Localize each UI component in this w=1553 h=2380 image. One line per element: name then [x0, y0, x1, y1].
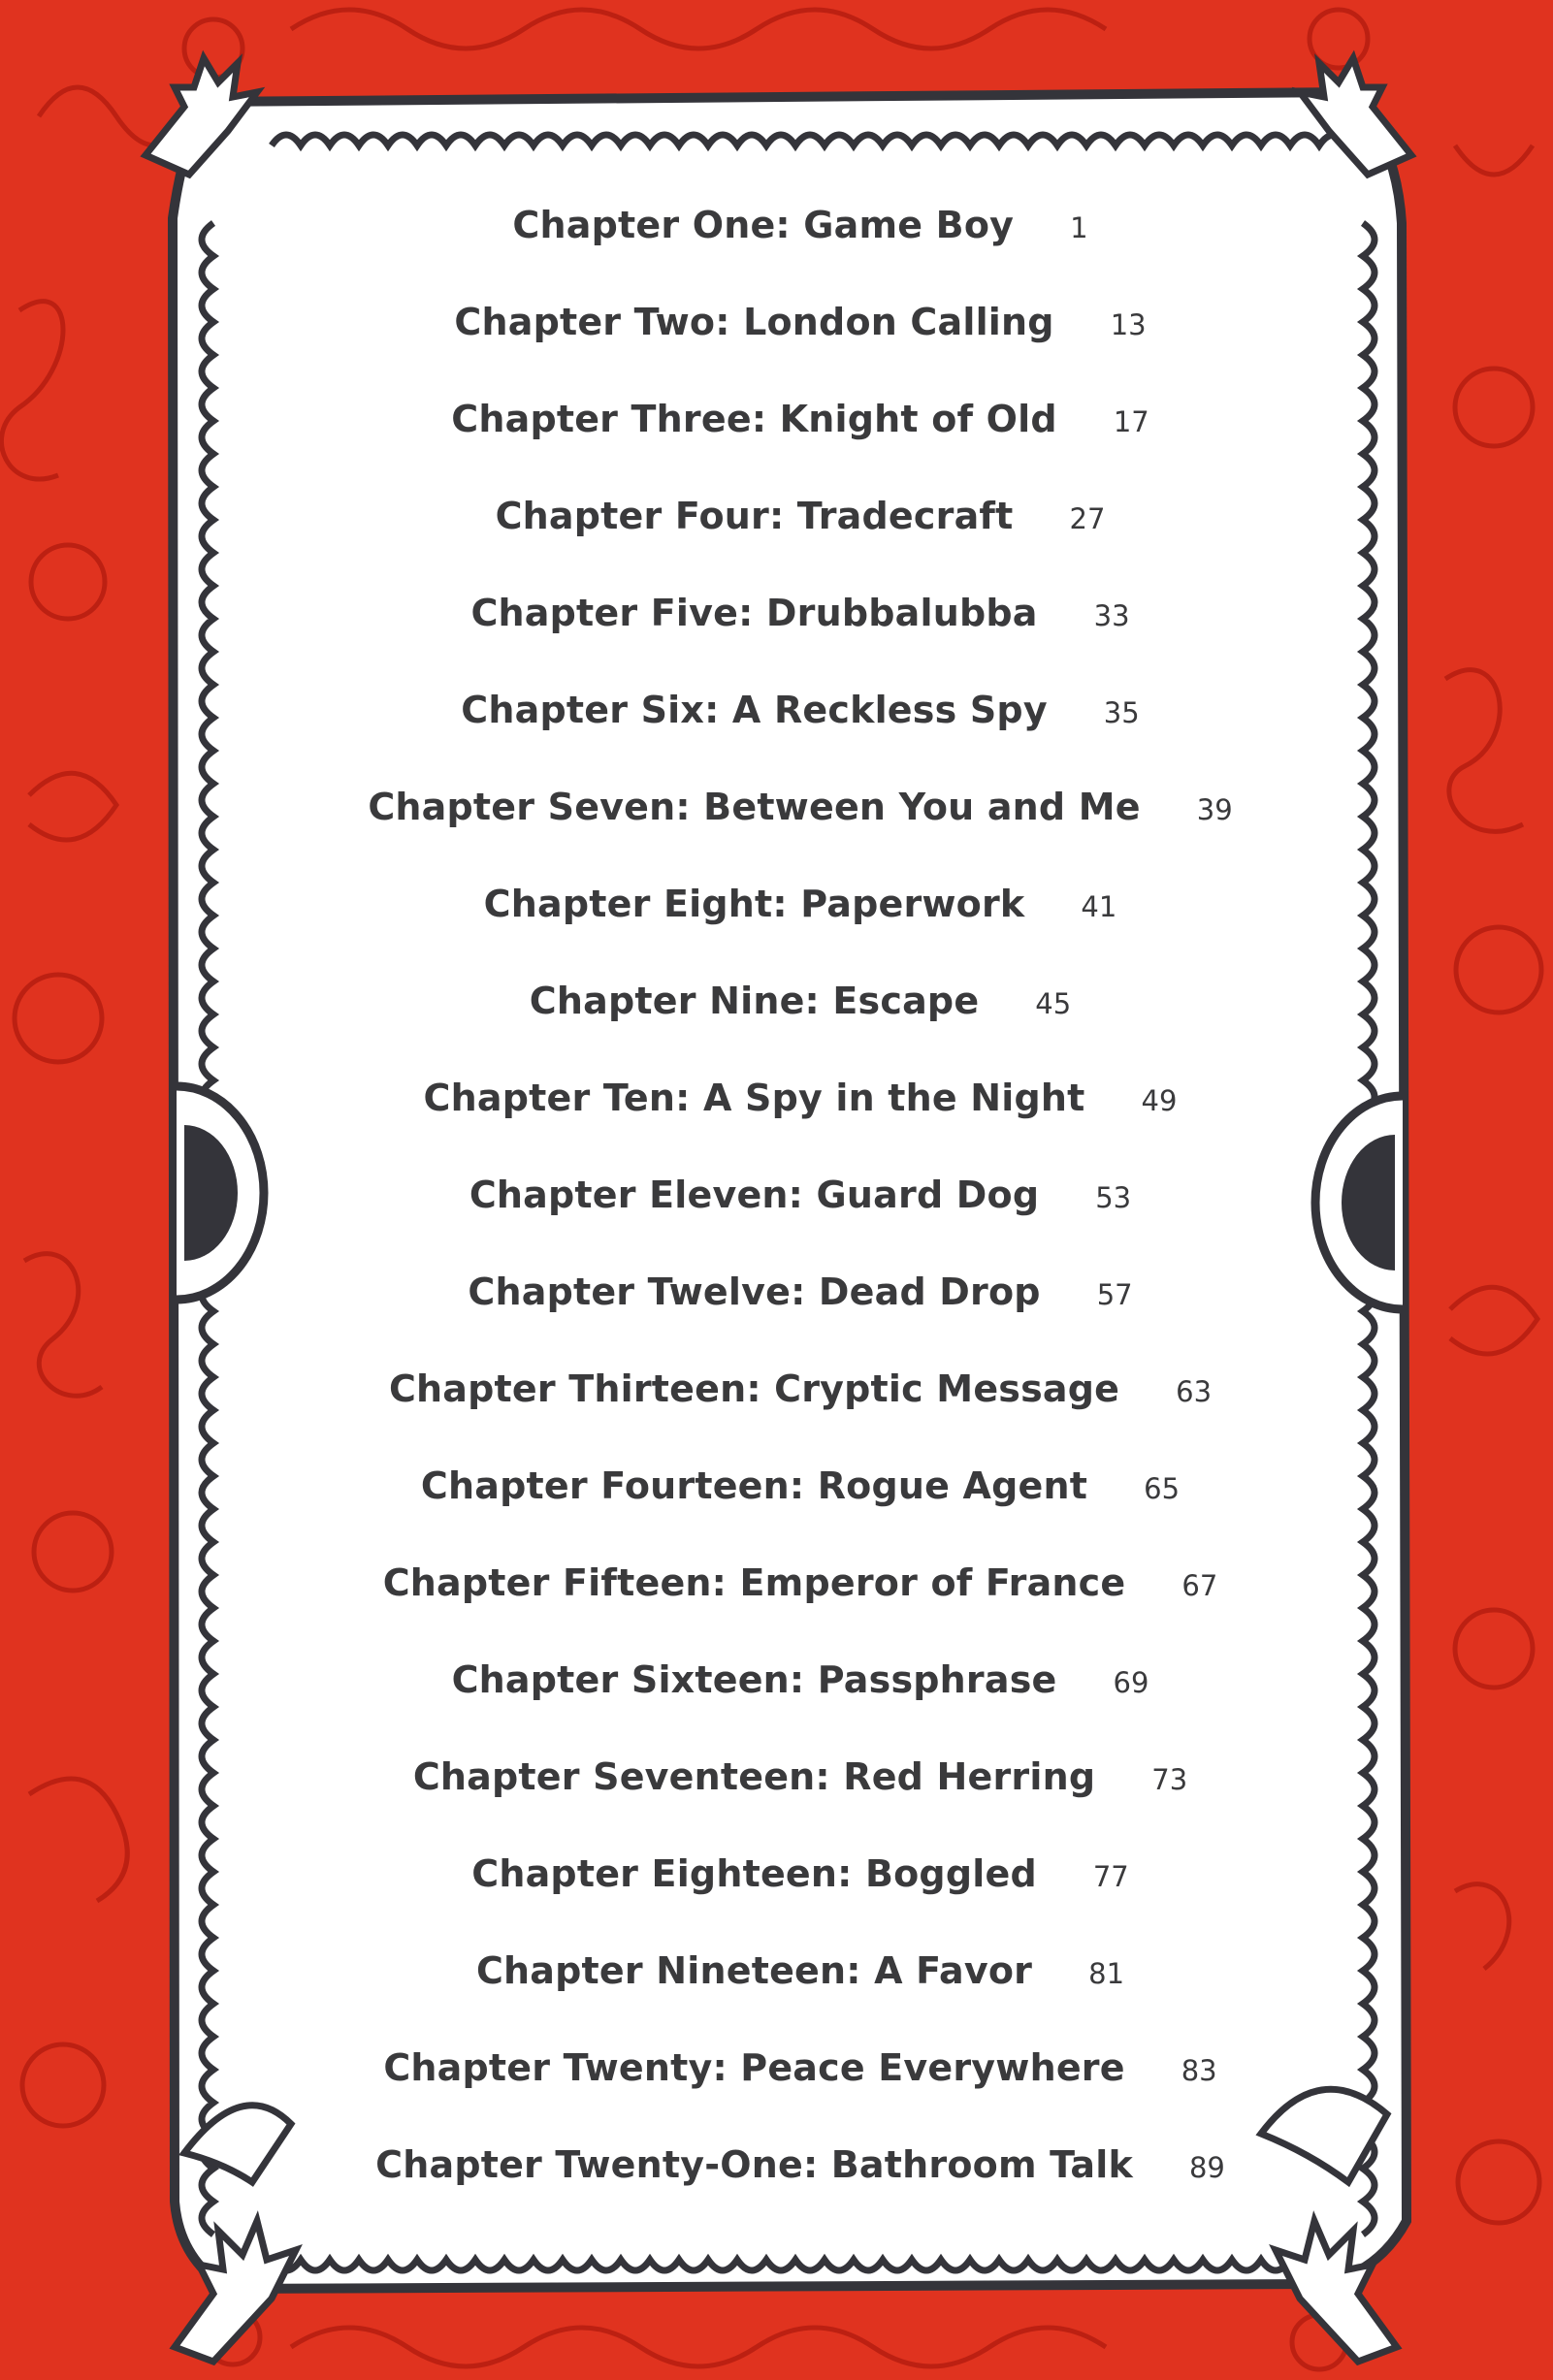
toc-entry-title: Chapter Eleven: Guard Dog [469, 1174, 1040, 1216]
toc-entry [194, 1270, 1407, 1313]
toc-entry-title: Chapter Seventeen: Red Herring [412, 1755, 1096, 1798]
toc-entry-page-number: 53 [1095, 1181, 1132, 1214]
toc-entry-title: Chapter Four: Tradecraft [495, 495, 1014, 537]
toc-entry-title: Chapter Sixteen: Passphrase [451, 1658, 1057, 1701]
toc-entry-page-number: 49 [1141, 1084, 1178, 1117]
toc-entry-page-number: 81 [1088, 1957, 1125, 1990]
toc-entry-title: Chapter Eighteen: Boggled [471, 1852, 1037, 1895]
toc-entry [194, 495, 1407, 537]
toc-entry-page-number: 41 [1081, 890, 1117, 923]
toc-entry-page-number: 69 [1113, 1666, 1149, 1699]
toc-entry-page-number: 83 [1181, 2054, 1217, 2087]
toc-entry-page-number: 57 [1096, 1278, 1133, 1311]
toc-entry-page-number: 67 [1181, 1569, 1218, 1602]
toc-entry [194, 2046, 1407, 2089]
toc-entry-title: Chapter Fourteen: Rogue Agent [420, 1464, 1088, 1507]
toc-entry-page-number: 89 [1188, 2151, 1225, 2184]
toc-entry [194, 980, 1407, 1022]
toc-entry-title: Chapter Twenty: Peace Everywhere [383, 2046, 1125, 2089]
toc-entry-title: Chapter Three: Knight of Old [451, 398, 1057, 440]
toc-entry-page-number: 63 [1176, 1375, 1213, 1408]
toc-entry [194, 1464, 1407, 1507]
toc-panel [194, 107, 1407, 2289]
toc-entry-title: Chapter Ten: A Spy in the Night [423, 1077, 1085, 1119]
toc-entry-title: Chapter One: Game Boy [512, 204, 1015, 246]
toc-entry [194, 1077, 1407, 1119]
toc-entry-title: Chapter Twenty-One: Bathroom Talk [375, 2143, 1133, 2186]
toc-entry-title: Chapter Twelve: Dead Drop [468, 1270, 1041, 1313]
toc-entry-page-number: 35 [1103, 696, 1140, 729]
toc-entry [194, 1852, 1407, 1895]
toc-entry-title: Chapter Nineteen: A Favor [475, 1949, 1033, 1992]
toc-entry-page-number: 45 [1035, 987, 1072, 1020]
toc-entry-page-number: 39 [1196, 793, 1233, 826]
toc-entry-title: Chapter Fifteen: Emperor of France [382, 1561, 1126, 1604]
toc-entry [194, 301, 1407, 343]
toc-entry-title: Chapter Eight: Paperwork [483, 883, 1025, 925]
toc-entry [194, 592, 1407, 634]
toc-entry [194, 2143, 1407, 2186]
toc-entry [194, 786, 1407, 828]
toc-entry-page-number: 17 [1113, 405, 1149, 438]
toc-entry-title: Chapter Six: A Reckless Spy [461, 689, 1048, 731]
toc-entry-page-number: 13 [1110, 308, 1147, 341]
toc-entry [194, 204, 1407, 246]
toc-entry-title: Chapter Nine: Escape [529, 980, 980, 1022]
table-of-contents [194, 107, 1407, 2289]
toc-entry [194, 1658, 1407, 1701]
toc-entry [194, 883, 1407, 925]
toc-entry [194, 1755, 1407, 1798]
toc-entry-page-number: 27 [1069, 502, 1106, 535]
toc-entry-title: Chapter Two: London Calling [454, 301, 1054, 343]
toc-entry-page-number: 1 [1070, 211, 1088, 244]
toc-entry [194, 1174, 1407, 1216]
toc-entry [194, 398, 1407, 440]
toc-entry-title: Chapter Thirteen: Cryptic Message [388, 1367, 1120, 1410]
toc-entry [194, 1367, 1407, 1410]
toc-entry [194, 1561, 1407, 1604]
toc-entry-title: Chapter Seven: Between You and Me [368, 786, 1141, 828]
toc-entry [194, 1949, 1407, 1992]
toc-entry-page-number: 73 [1151, 1763, 1188, 1796]
toc-entry-page-number: 77 [1092, 1860, 1129, 1893]
toc-entry-page-number: 65 [1144, 1472, 1181, 1505]
toc-entry [194, 689, 1407, 731]
toc-entry-page-number: 33 [1093, 599, 1130, 632]
toc-entry-title: Chapter Five: Drubbalubba [470, 592, 1038, 634]
